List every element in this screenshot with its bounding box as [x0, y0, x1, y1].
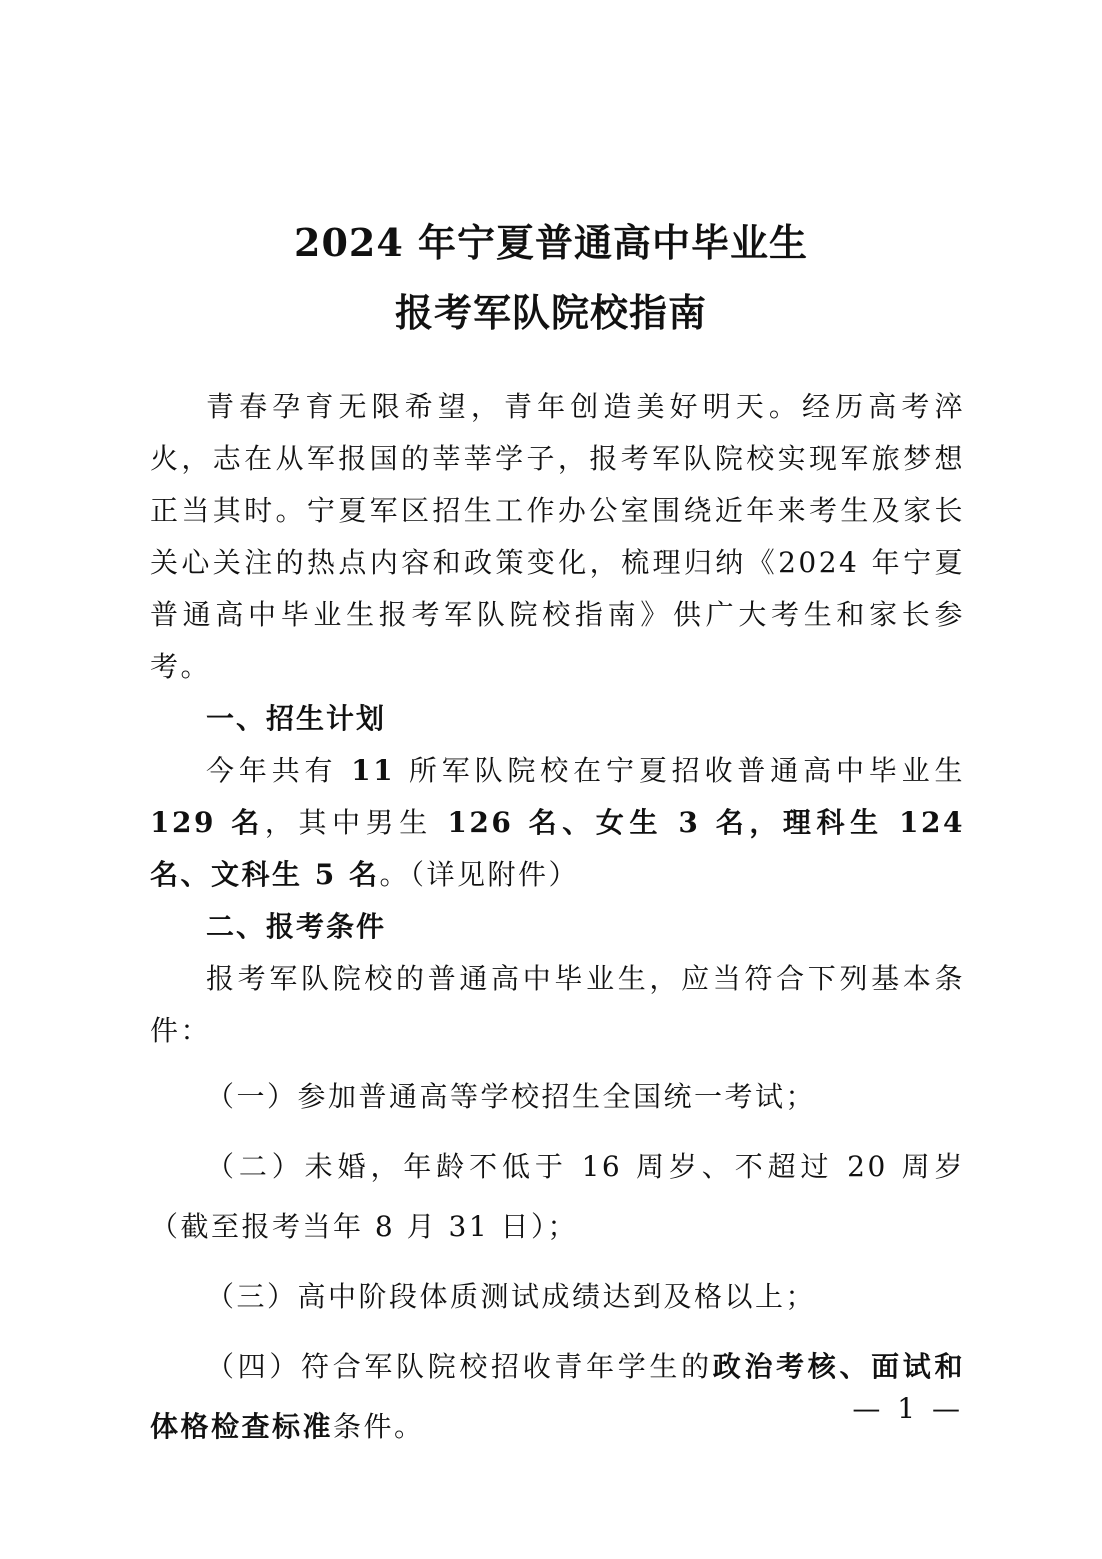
document-body	[150, 381, 965, 1457]
bold-run: 126 名、女生 3 名，理科生 124 名、文科生 5 名	[150, 806, 965, 891]
requirement-item-1: （一）参加普通高等学校招生全国统一考试；	[206, 1080, 817, 1113]
document-title-line2: 报考军队院校指南	[394, 290, 707, 335]
bold-run: 11	[351, 754, 396, 787]
bold-run: 政治考核、面试和体格检查标准	[150, 1350, 965, 1443]
requirement-item-2: （二）未婚，年龄不低于 16 周岁、不超过 20 周岁（截至报考当年 8 月 31 日）；	[150, 1150, 965, 1243]
text-run: 条件。	[333, 1410, 425, 1443]
section-heading-requirements: 二、报考条件	[206, 910, 387, 943]
enrollment-plan-paragraph	[150, 745, 965, 901]
intro-paragraph: 青春孕育无限希望，青年创造美好明天。经历高考淬火，志在从军报国的莘莘学子，报考军队院校实现军旅梦想正当其时。宁夏军区招生工作办公室围绕近年来考生及家长关心关注的热点内容和政策变化，梳理归纳《2024 年宁夏普通高中毕业生报考军队院校指南》供广大考生和家长参考。	[150, 390, 965, 683]
text-run: ，其中男生	[264, 806, 448, 839]
requirement-item-3: （三）高中阶段体质测试成绩达到及格以上；	[206, 1280, 817, 1313]
page-number: — 1 —	[852, 1392, 964, 1425]
requirement-item-4	[150, 1337, 965, 1457]
bold-run: 129 名	[150, 806, 265, 839]
text-run: 所军队院校在宁夏招收普通高中毕业生	[395, 754, 965, 787]
text-run: 今年共有	[206, 754, 352, 787]
document-title-line1: 2024 年宁夏普通高中毕业生	[294, 220, 808, 265]
requirements-intro: 报考军队院校的普通高中毕业生，应当符合下列基本条件：	[150, 962, 965, 1047]
section-heading-enrollment-plan: 一、招生计划	[206, 702, 387, 735]
text-run: （四）符合军队院校招收青年学生的	[206, 1350, 713, 1383]
text-run: 。（详见附件）	[379, 858, 579, 891]
